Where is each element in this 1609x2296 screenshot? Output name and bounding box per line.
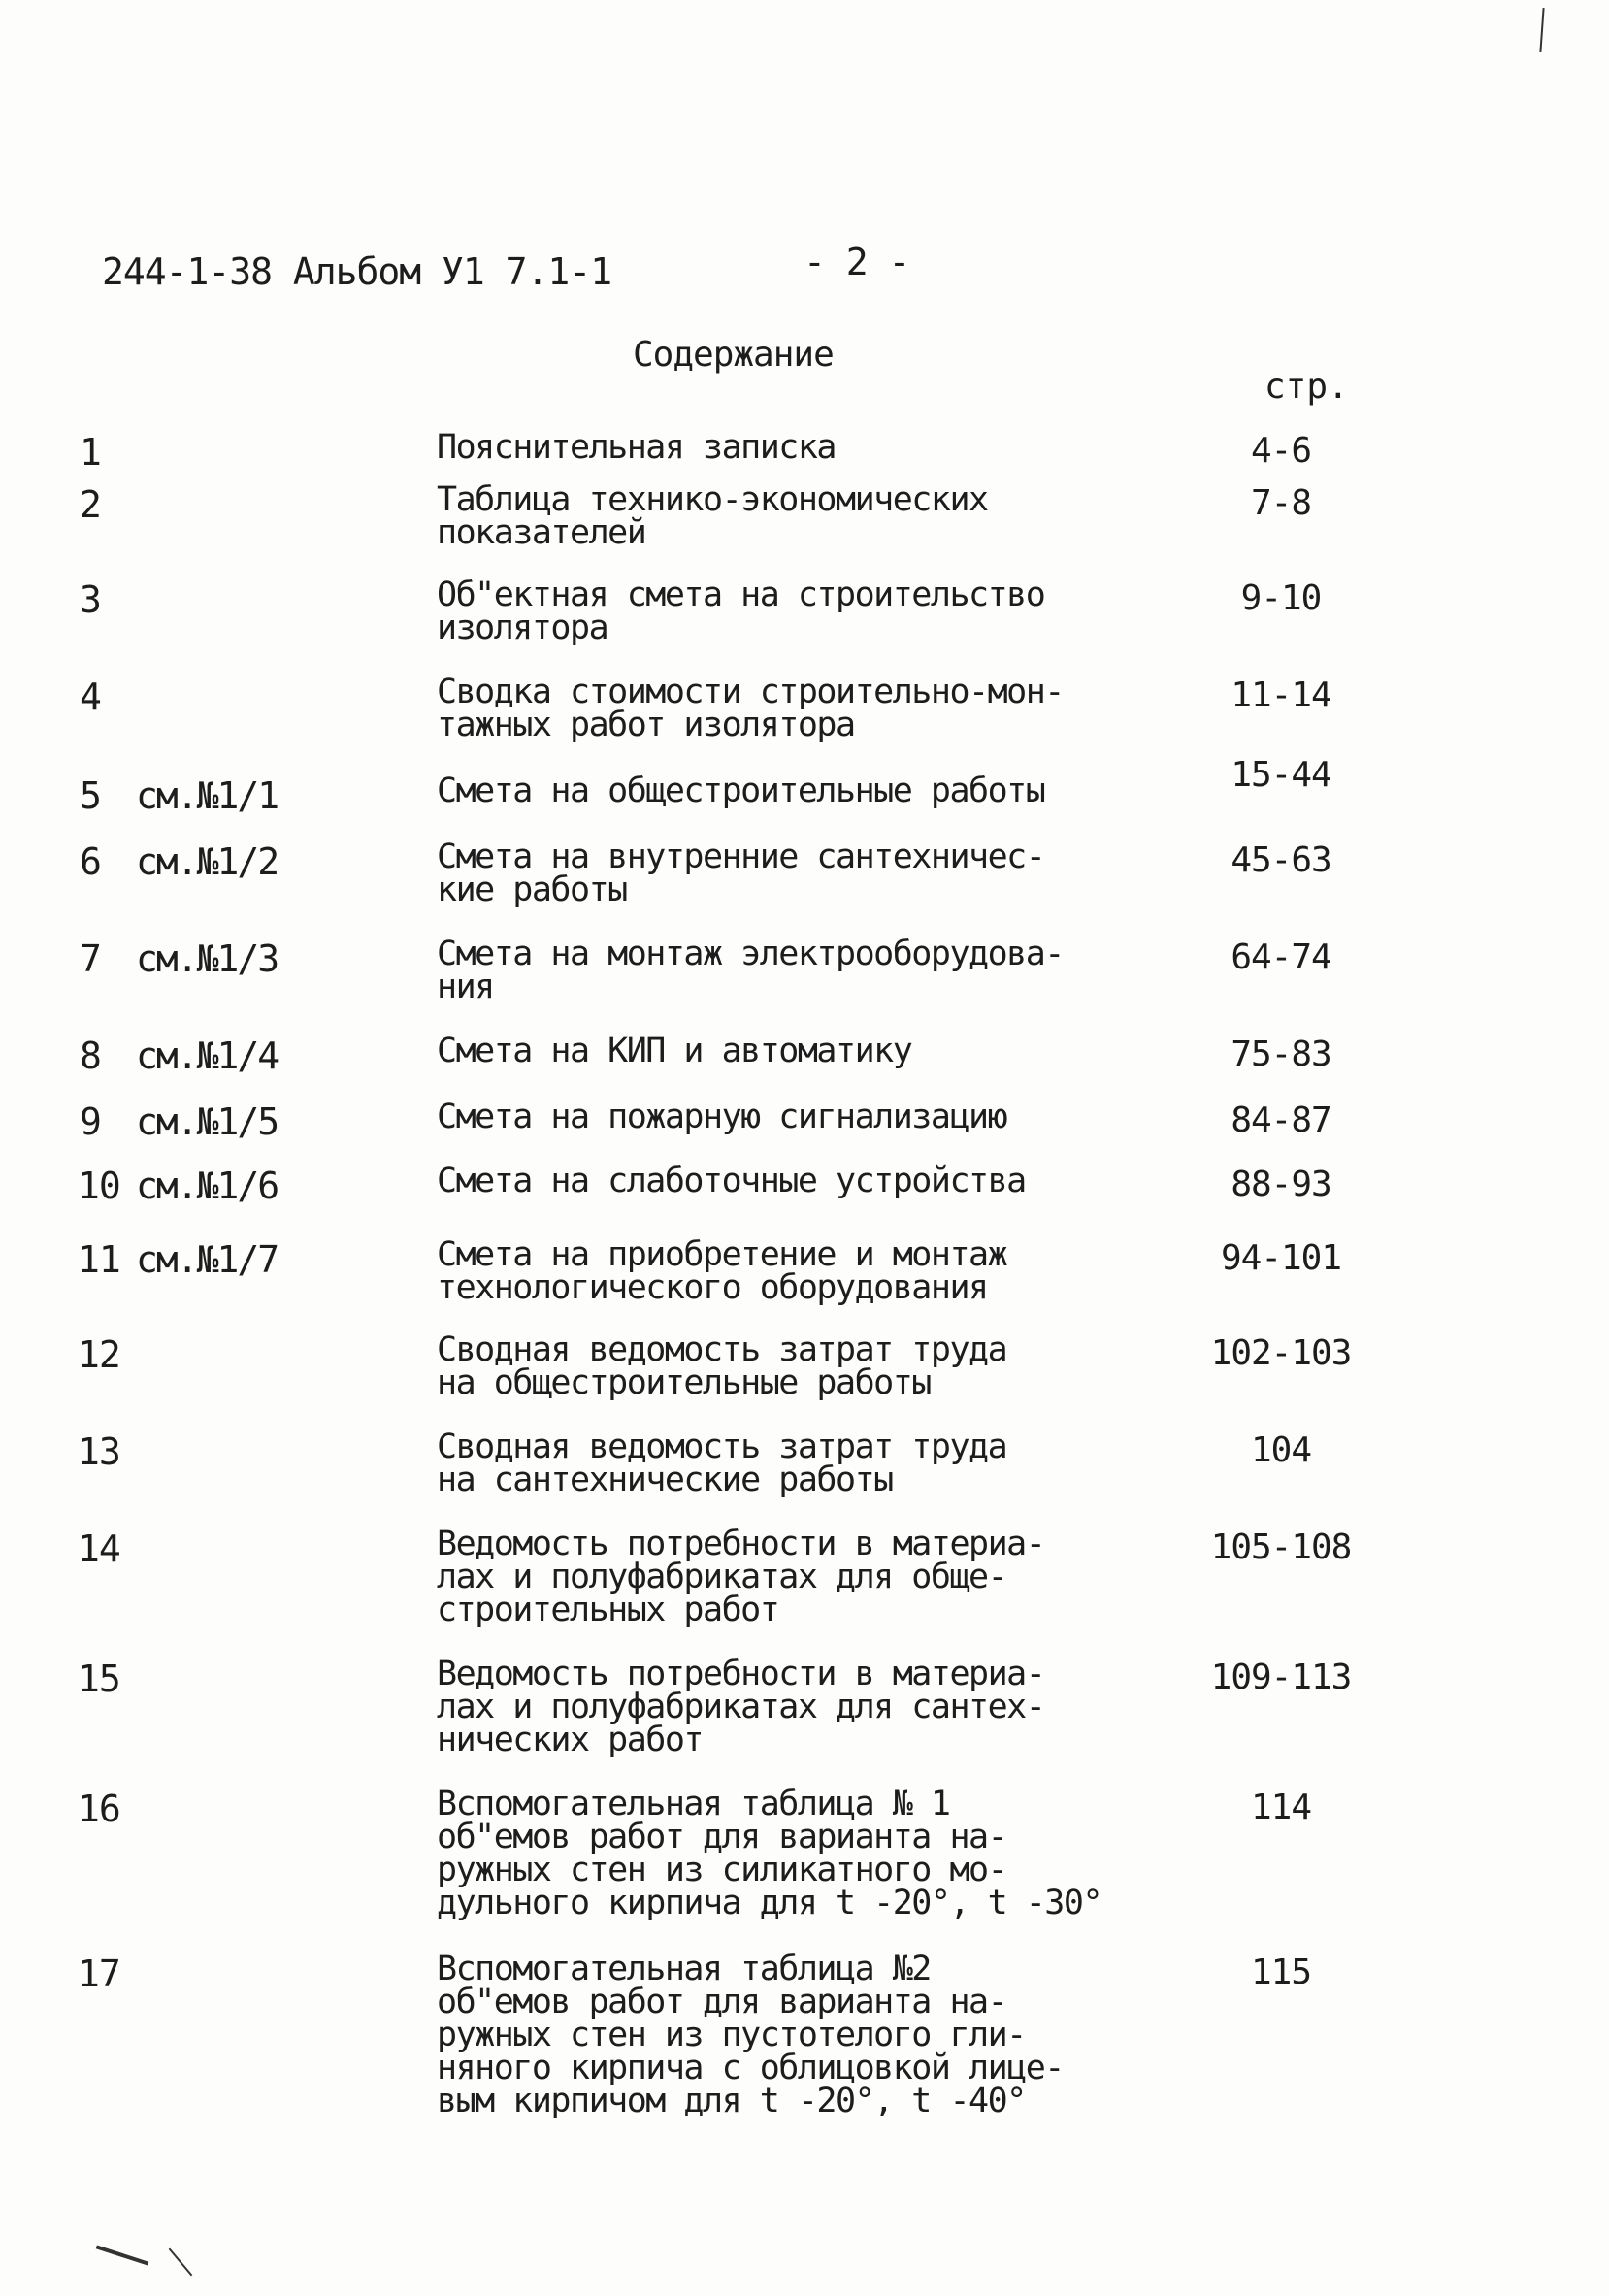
entry-title: Ведомость потребности в материа- лах и полуфабрикатах для обще- строительных работ [437, 1525, 1045, 1629]
entry-pages: 104 [1250, 1430, 1312, 1470]
entry-title: Ведомость потребности в материа- лах и полуфабрикатах для сантех- нических работ [437, 1655, 1045, 1759]
entry-pages: 75-83 [1231, 1034, 1331, 1074]
entry-number: 17 [78, 1952, 120, 1995]
entry-number: 15 [78, 1657, 120, 1700]
entry-pages: 105-108 [1210, 1527, 1352, 1567]
entry-pages: 7-8 [1250, 483, 1312, 523]
entry-estimate: см.№1/3 [136, 937, 279, 980]
scan-mark [169, 2248, 193, 2277]
entry-number: 1 [80, 431, 101, 474]
entry-title: Смета на монтаж электрооборудова- ния [437, 935, 1064, 1006]
entry-number: 5 [80, 774, 101, 817]
entry-estimate: см.№1/4 [136, 1034, 279, 1077]
entry-pages: 84-87 [1231, 1100, 1331, 1140]
entry-title: Пояснительная записка [437, 428, 837, 467]
entry-title: Смета на общестроительные работы [437, 771, 1045, 810]
entry-title: Об"ектная смета на строительство изолятора [437, 575, 1045, 647]
entry-number: 7 [80, 937, 101, 980]
entry-pages: 11-14 [1231, 675, 1331, 715]
entry-pages: 15-44 [1231, 755, 1331, 795]
page-number: - 2 - [804, 241, 910, 283]
entry-title: Смета на пожарную сигнализацию [437, 1098, 1007, 1136]
entry-pages: 9-10 [1240, 578, 1322, 618]
entry-number: 10 [78, 1164, 120, 1207]
entry-number: 16 [78, 1788, 120, 1830]
entry-number: 3 [80, 578, 101, 621]
entry-estimate: см.№1/6 [136, 1164, 279, 1207]
entry-estimate: см.№1/5 [136, 1100, 279, 1143]
entry-estimate: см.№1/2 [136, 840, 279, 883]
entry-title: Смета на КИП и автоматику [437, 1032, 912, 1070]
entry-pages: 102-103 [1210, 1333, 1352, 1373]
entry-title: Сводная ведомость затрат труда на общестроительные работы [437, 1330, 1007, 1402]
entry-number: 4 [80, 675, 101, 718]
entry-estimate: см.№1/1 [136, 774, 279, 817]
entry-number: 8 [80, 1034, 101, 1077]
scan-mark [96, 2245, 148, 2265]
entry-pages: 64-74 [1231, 937, 1331, 977]
entry-title: Смета на приобретение и монтаж технологического оборудования [437, 1235, 1007, 1307]
entry-pages: 109-113 [1210, 1657, 1352, 1697]
entry-pages: 4-6 [1250, 431, 1312, 471]
entry-title: Вспомогательная таблица №2 об"емов работ для варианта на- ружных стен из пустотелого гли- няного кирпича с облицовкой лице- вым кирпичом для t -20°, t -40° [437, 1950, 1064, 2120]
entry-number: 6 [80, 840, 101, 883]
entry-pages: 94-101 [1220, 1238, 1342, 1278]
contents-title: Содержание [633, 335, 834, 375]
entry-title: Смета на внутренние сантехничес- кие работы [437, 837, 1045, 909]
entry-number: 11 [78, 1238, 120, 1281]
entry-title: Сводная ведомость затрат труда на сантехнические работы [437, 1427, 1007, 1499]
entry-pages: 88-93 [1231, 1164, 1331, 1204]
entry-pages: 45-63 [1231, 840, 1331, 880]
entry-estimate: см.№1/7 [136, 1238, 279, 1281]
entry-number: 2 [80, 483, 101, 526]
entry-title: Смета на слаботочные устройства [437, 1162, 1026, 1200]
entry-pages: 115 [1250, 1952, 1312, 1992]
entry-title: Таблица технико-экономических показателей [437, 480, 988, 552]
entry-number: 12 [78, 1333, 120, 1376]
entry-title: Сводка стоимости строительно-мон- тажных работ изолятора [437, 672, 1064, 744]
entry-number: 13 [78, 1430, 120, 1473]
document-code: 244-1-38 Альбом У1 7.1-1 [102, 250, 612, 293]
page-column-label: стр. [1264, 367, 1349, 407]
scan-mark [1539, 8, 1544, 52]
entry-title: Вспомогательная таблица № 1 об"емов работ для варианта на- ружных стен из силикатного мо- дульного кирпича для t -20°, t -30° [437, 1785, 1102, 1922]
entry-pages: 114 [1250, 1788, 1312, 1827]
entry-number: 9 [80, 1100, 101, 1143]
entry-number: 14 [78, 1527, 120, 1570]
